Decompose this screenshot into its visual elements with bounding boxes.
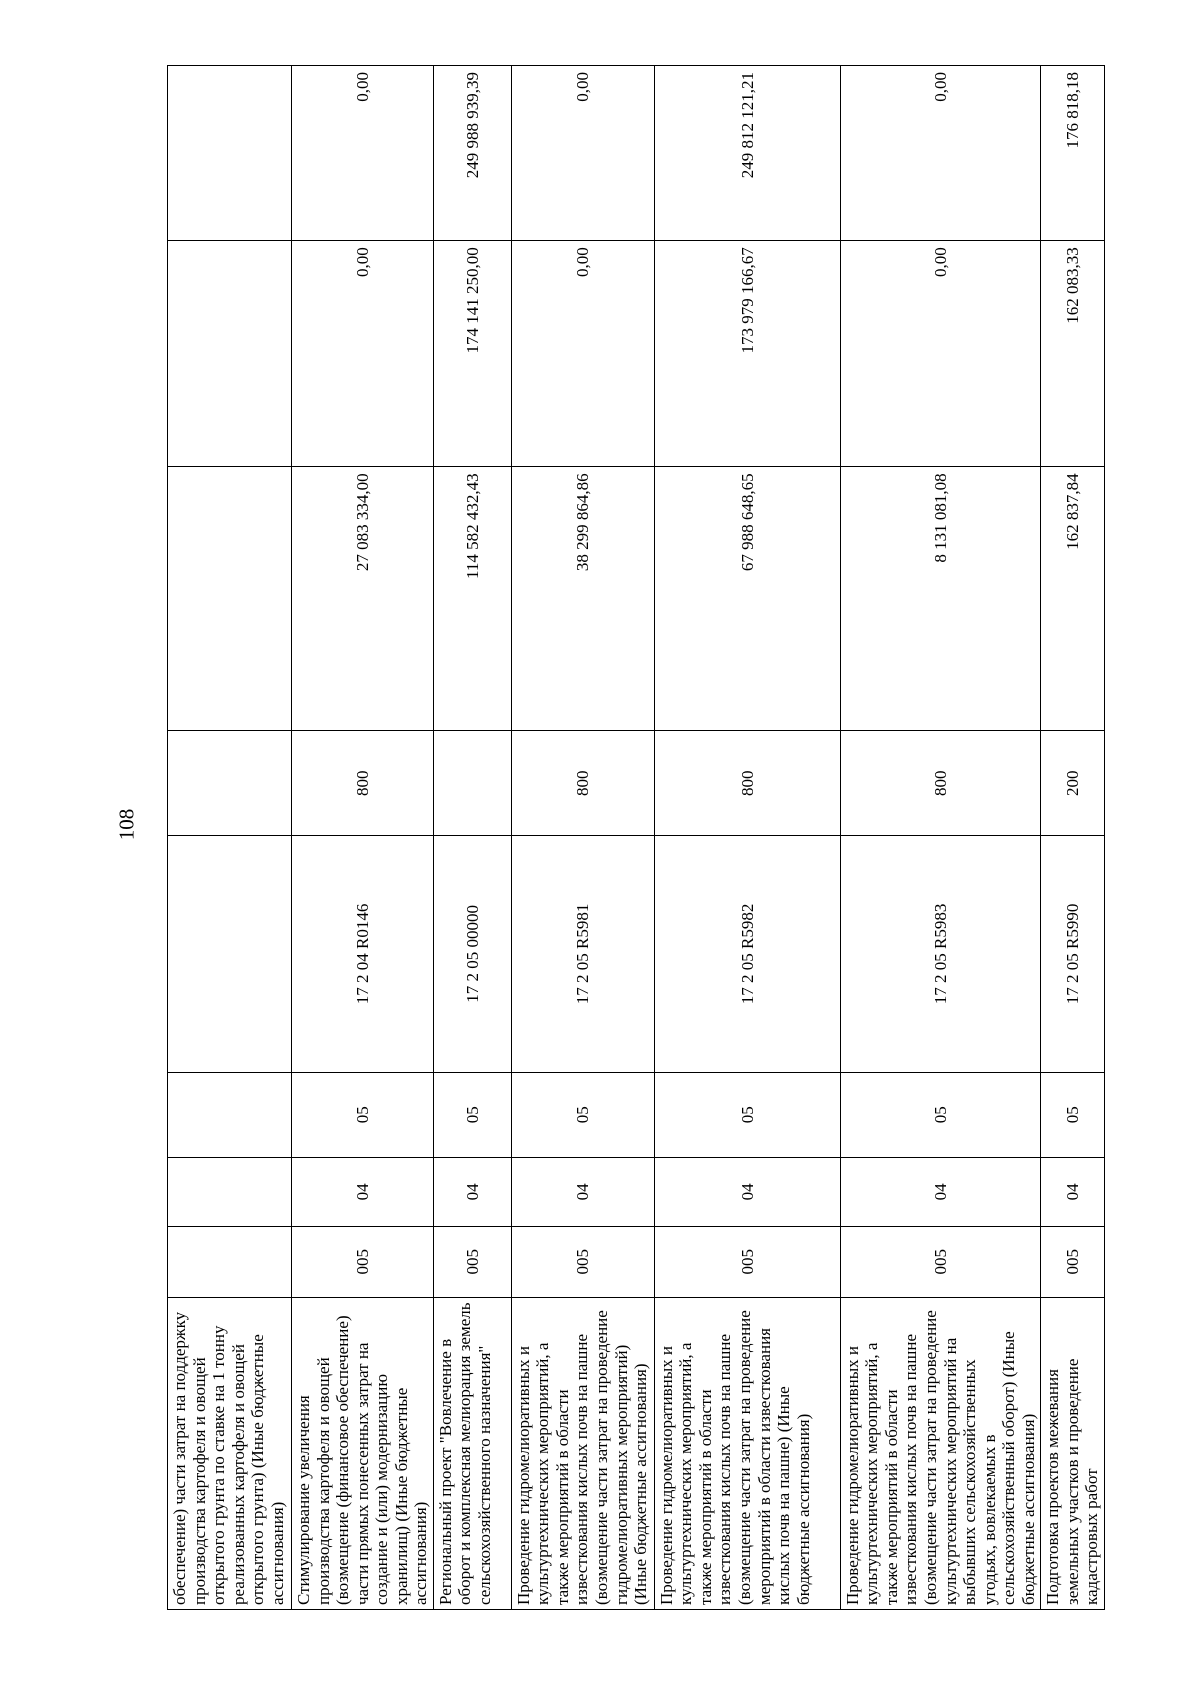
row-rz: 04 [292, 1157, 434, 1226]
row-grbs [168, 1226, 292, 1297]
row-sum-3: 249 812 121,21 [654, 66, 840, 241]
table-body [168, 66, 1105, 1610]
row-pr: 05 [292, 1072, 434, 1157]
row-vr: 800 [840, 731, 1040, 836]
row-csr [168, 836, 292, 1073]
row-sum-1 [168, 467, 292, 731]
row-csr: 17 2 05 R5981 [511, 836, 654, 1073]
row-csr: 17 2 05 R5983 [840, 836, 1040, 1073]
row-rz: 04 [511, 1157, 654, 1226]
row-sum-2: 162 083,33 [1041, 241, 1105, 467]
row-sum-3: 176 818,18 [1041, 66, 1105, 241]
row-rz: 04 [433, 1157, 511, 1226]
row-sum-2: 0,00 [511, 241, 654, 467]
row-name: Проведение гидромелиоративных и культуртехнических мероприятий, а также мероприятий в области известкования кислых почв на пашне (возмещение части затрат на проведение мероприятий в области известкования кислых почв на пашне) (Иные бюджетные ассигнования) [654, 1297, 840, 1609]
row-grbs: 005 [654, 1226, 840, 1297]
row-grbs: 005 [433, 1226, 511, 1297]
table-row [1041, 66, 1105, 1610]
row-sum-2 [168, 241, 292, 467]
row-grbs: 005 [511, 1226, 654, 1297]
table-row [292, 66, 434, 1610]
row-rz: 04 [1041, 1157, 1105, 1226]
row-pr: 05 [1041, 1072, 1105, 1157]
row-pr: 05 [511, 1072, 654, 1157]
row-vr: 800 [292, 731, 434, 836]
row-pr [168, 1072, 292, 1157]
row-grbs: 005 [1041, 1226, 1105, 1297]
table-row [840, 66, 1040, 1610]
row-sum-2: 0,00 [840, 241, 1040, 467]
row-vr [168, 731, 292, 836]
row-grbs: 005 [292, 1226, 434, 1297]
row-sum-2: 174 141 250,00 [433, 241, 511, 467]
row-sum-2: 0,00 [292, 241, 434, 467]
row-sum-3: 0,00 [840, 66, 1040, 241]
table-row [168, 66, 292, 1610]
row-sum-1: 38 299 864,86 [511, 467, 654, 731]
row-name: Стимулирование увеличения производства картофеля и овощей (возмещение (финансовое обеспечение) части прямых понесенных затрат на создание и (или) модернизацию хранилищ) (Иные бюджетные ассигнования) [292, 1297, 434, 1609]
table-row [433, 66, 511, 1610]
row-grbs: 005 [840, 1226, 1040, 1297]
row-csr: 17 2 05 R5982 [654, 836, 840, 1073]
row-vr: 800 [511, 731, 654, 836]
row-sum-3 [168, 66, 292, 241]
row-csr: 17 2 05 00000 [433, 836, 511, 1073]
row-vr: 200 [1041, 731, 1105, 836]
row-rz: 04 [654, 1157, 840, 1226]
row-sum-1: 162 837,84 [1041, 467, 1105, 731]
row-rz [168, 1157, 292, 1226]
row-vr: 800 [654, 731, 840, 836]
row-csr: 17 2 04 R0146 [292, 836, 434, 1073]
row-sum-1: 67 988 648,65 [654, 467, 840, 731]
row-csr: 17 2 05 R5990 [1041, 836, 1105, 1073]
row-name: Проведение гидромелиоративных и культуртехнических мероприятий, а также мероприятий в области известкования кислых почв на пашне (возмещение части затрат на проведение гидромелиоративных мероприятий) (Иные бюджетные ассигнования) [511, 1297, 654, 1609]
row-name: Региональный проект "Вовлечение в оборот и комплексная мелиорация земель сельскохозяйственного назначения" [433, 1297, 511, 1609]
table-row [654, 66, 840, 1610]
row-sum-3: 0,00 [292, 66, 434, 241]
budget-table [167, 65, 1105, 1610]
table-row [511, 66, 654, 1610]
budget-table-container [167, 65, 1102, 1610]
row-pr: 05 [840, 1072, 1040, 1157]
row-name: Подготовка проектов межевания земельных участков и проведение кадастровых работ [1041, 1297, 1105, 1609]
row-name: обеспечение) части затрат на поддержку производства картофеля и овощей открытого грунта по ставке на 1 тонну реализованных картофеля и овощей открытого грунта) (Иные бюджетные ассигнования) [168, 1297, 292, 1609]
page-number: 108 [114, 808, 139, 841]
row-pr: 05 [654, 1072, 840, 1157]
row-sum-2: 173 979 166,67 [654, 241, 840, 467]
row-sum-3: 249 988 939,39 [433, 66, 511, 241]
row-vr [433, 731, 511, 836]
row-sum-1: 114 582 432,43 [433, 467, 511, 731]
row-sum-1: 27 083 334,00 [292, 467, 434, 731]
row-pr: 05 [433, 1072, 511, 1157]
row-sum-1: 8 131 081,08 [840, 467, 1040, 731]
row-rz: 04 [840, 1157, 1040, 1226]
row-sum-3: 0,00 [511, 66, 654, 241]
row-name: Проведение гидромелиоративных и культуртехнических мероприятий, а также мероприятий в области известкования кислых почв на пашне (возмещение части затрат на проведение культуртехнических мероприятий на выбывших сельскохозяйственных угодьях, вовлекаемых в сельскохозяйственный оборот) (Иные бюджетные ассигнования) [840, 1297, 1040, 1609]
